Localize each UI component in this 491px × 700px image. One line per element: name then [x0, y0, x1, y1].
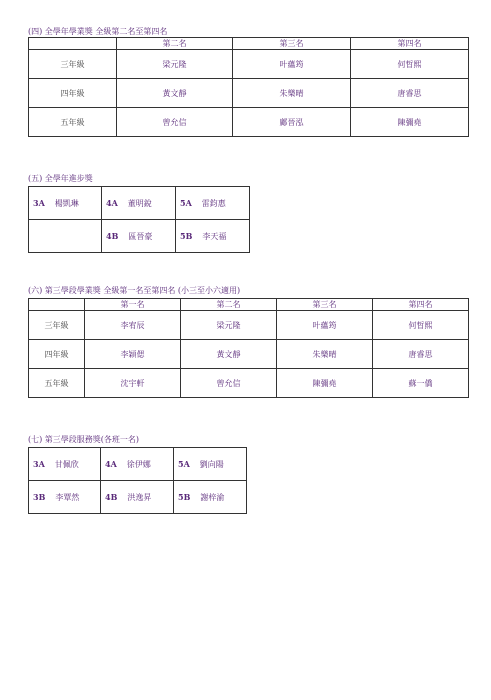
class-code: 3A	[33, 197, 45, 208]
student-name: 甘佩欣	[54, 459, 79, 469]
student-name: 董明銳	[127, 198, 152, 208]
award-cell	[174, 448, 247, 481]
header-cell	[29, 38, 117, 50]
header-cell: 第四名	[373, 299, 469, 311]
section-4-table	[28, 37, 469, 137]
student-name: 朱樂晴	[277, 340, 373, 369]
student-name: 梁元隆	[117, 50, 233, 79]
award-cell	[29, 220, 102, 253]
header-cell: 第二名	[181, 299, 277, 311]
student-name: 徐伊娜	[126, 459, 151, 469]
student-name: 叶蘊筠	[277, 311, 373, 340]
section-5-heading: (五) 全學年進步獎	[28, 174, 93, 183]
student-name: 劉向陽	[199, 459, 224, 469]
class-code: 5B	[178, 491, 191, 502]
header-cell: 第四名	[351, 38, 469, 50]
student-name: 唐睿思	[373, 340, 469, 369]
section-5-table	[28, 186, 250, 253]
student-name: 李穎偲	[85, 340, 181, 369]
student-name: 何晢熙	[373, 311, 469, 340]
student-name: 黃文靜	[117, 79, 233, 108]
row-label: 五年級	[29, 369, 85, 398]
section-7-table	[28, 447, 247, 514]
student-name: 李覃然	[55, 492, 80, 502]
student-name: 梁元隆	[181, 311, 277, 340]
award-cell	[176, 187, 250, 220]
student-name: 黃文靜	[181, 340, 277, 369]
student-name: 陳彌堯	[351, 108, 469, 137]
student-name: 何晢熙	[351, 50, 469, 79]
award-cell	[101, 481, 174, 514]
student-name: 唐睿思	[351, 79, 469, 108]
table-row	[29, 220, 250, 253]
table-header-row	[29, 299, 469, 311]
award-cell	[176, 220, 250, 253]
section-4-heading: (四) 全學年學業獎 全級第二名至第四名	[28, 27, 168, 36]
section-7-heading: (七) 第三學段服務獎(各班一名)	[28, 435, 140, 444]
table-row	[29, 448, 247, 481]
student-name: 陳彌堯	[277, 369, 373, 398]
class-code: 3A	[33, 458, 45, 469]
student-name: 謝梓渝	[200, 492, 225, 502]
student-name: 曾允信	[181, 369, 277, 398]
class-code: 5B	[180, 230, 193, 241]
class-code: 4B	[105, 491, 118, 502]
student-name: 李宥辰	[85, 311, 181, 340]
award-cell	[102, 220, 176, 253]
header-cell: 第三名	[277, 299, 373, 311]
class-code: 4A	[106, 197, 118, 208]
award-cell	[101, 448, 174, 481]
header-cell: 第一名	[85, 299, 181, 311]
class-code: 5A	[178, 458, 190, 469]
student-name: 蘇一僑	[373, 369, 469, 398]
row-label: 三年級	[29, 311, 85, 340]
row-label: 四年級	[29, 79, 117, 108]
header-cell: 第二名	[117, 38, 233, 50]
award-cell	[29, 448, 101, 481]
table-row	[29, 50, 469, 79]
class-code: 5A	[180, 197, 192, 208]
class-code: 3B	[33, 491, 46, 502]
header-cell: 第三名	[233, 38, 351, 50]
table-row	[29, 187, 250, 220]
award-cell	[29, 481, 101, 514]
table-row	[29, 481, 247, 514]
class-code: 4B	[106, 230, 119, 241]
table-row	[29, 108, 469, 137]
row-label: 五年級	[29, 108, 117, 137]
row-label: 四年級	[29, 340, 85, 369]
table-row	[29, 340, 469, 369]
student-name: 鄺晉泓	[233, 108, 351, 137]
class-code: 4A	[105, 458, 117, 469]
student-name: 朱樂晴	[233, 79, 351, 108]
header-cell	[29, 299, 85, 311]
row-label: 三年級	[29, 50, 117, 79]
student-name: 沈宇軒	[85, 369, 181, 398]
student-name: 叶蘊筠	[233, 50, 351, 79]
student-name: 曾允信	[117, 108, 233, 137]
table-row	[29, 369, 469, 398]
table-row	[29, 311, 469, 340]
student-name: 楊凱琳	[54, 198, 79, 208]
student-name: 區晉豪	[128, 231, 153, 241]
table-row	[29, 79, 469, 108]
award-cell	[174, 481, 247, 514]
award-cell	[29, 187, 102, 220]
student-name: 雷鈞惠	[201, 198, 226, 208]
table-header-row	[29, 38, 469, 50]
section-6-heading: (六) 第三學段學業獎 全級第一名至第四名 (小三至小六適用)	[28, 286, 241, 295]
section-6-table	[28, 298, 469, 398]
student-name: 李天福	[202, 231, 227, 241]
award-cell	[102, 187, 176, 220]
student-name: 洪逸昇	[127, 492, 152, 502]
